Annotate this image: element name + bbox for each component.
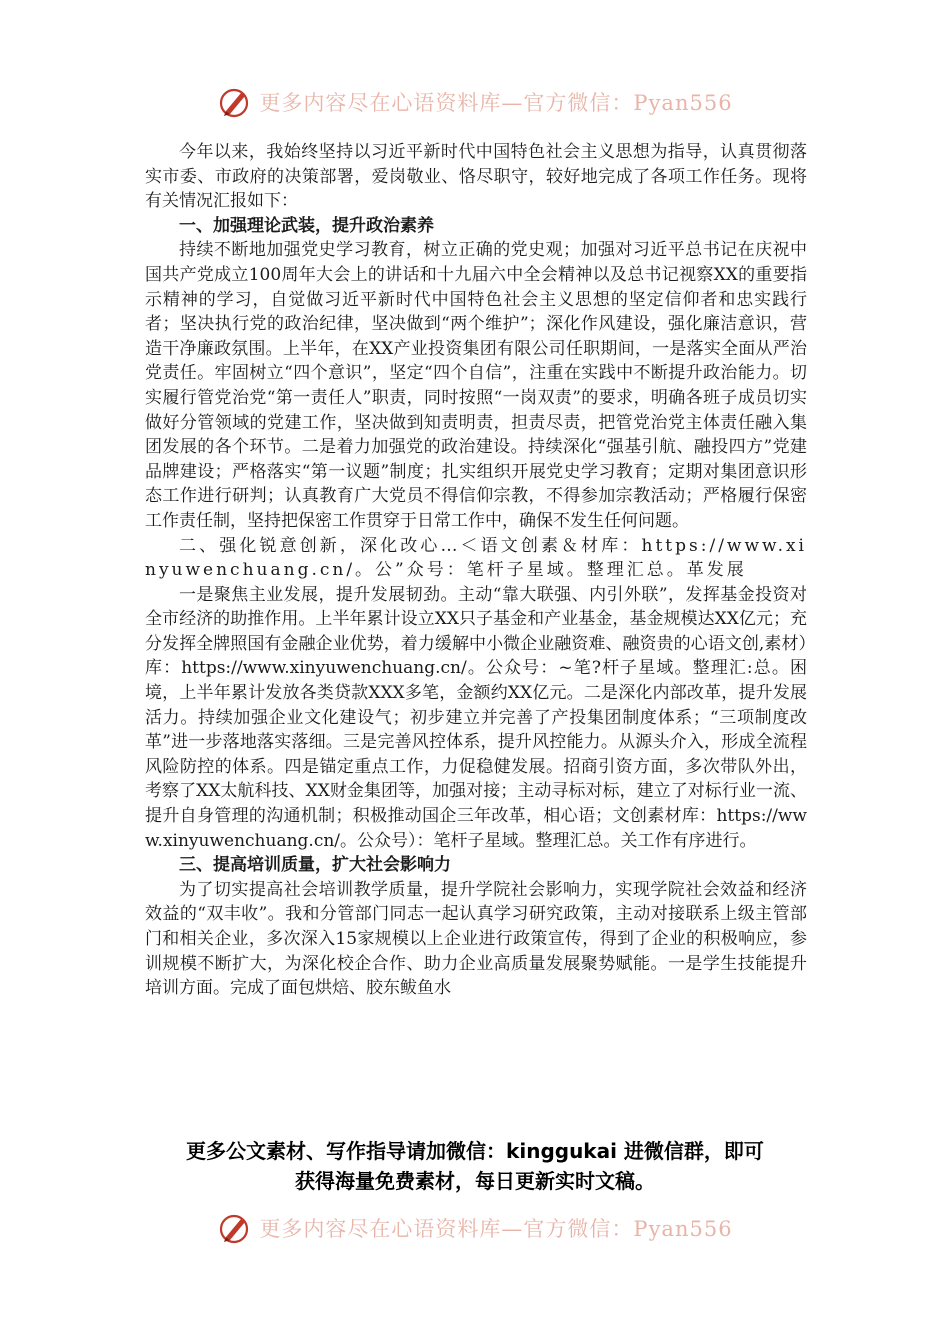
header-banner [0,82,950,122]
pen-circle-logo-icon [217,1211,251,1245]
document-body [145,140,807,1001]
header-banner-text: 更多内容尽在心语资料库—官方微信：Pyan556 [259,91,733,115]
pen-circle-logo-icon [217,85,251,119]
footer-banner-text: 更多内容尽在心语资料库—官方微信：Pyan556 [259,1217,733,1241]
section-1-paragraph: 持续不断地加强党史学习教育，树立正确的党史观；加强对习近平总书记在庆祝中国共产党成立100周年大会上的讲话和十九届六中全会精神以及总书记视察XX的重要指示精神的学习，自觉做习近平新时代中国特色社会主义思想的坚定信仰者和忠实践行者；坚决执行党的政治纪律，坚决做到“两个维护”；深化作风建设，强化廉洁意识，营造干净廉政氛围。上半年，在XX产业投资集团有限公司任职期间，一是落实全面从严治党责任。牢固树立“四个意识”，坚定“四个自信”，注重在实践中不断提升政治能力。切实履行管党治党“第一责任人”职责，同时按照“一岗双责”的要求，明确各班子成员切实做好分管领域的党建工作，坚决做到知责明责，担责尽责，把管党治党主体责任融入集团发展的各个环节。二是着力加强党的政治建设。持续深化“强基引航、融投四方”党建品牌建设；严格落实“第一议题”制度；扎实组织开展党史学习教育；定期对集团意识形态工作进行研判；认真教育广大党员不得信仰宗教，不得参加宗教活动；严格履行保密工作责任制，坚持把保密工作贯穿于日常工作中，确保不发生任何问题。 [145,240,807,531]
intro-paragraph: 今年以来，我始终坚持以习近平新时代中国特色社会主义思想为指导，认真贯彻落实市委、市政府的决策部署，爱岗敬业、恪尽职守，较好地完成了各项工作任务。现将有关情况汇报如下： [145,142,807,212]
section-3-heading: 三、提高培训质量，扩大社会影响力 [179,855,451,876]
promo-notice [0,1136,950,1196]
footer-banner [0,1208,950,1248]
promo-notice-line-1: 更多公文素材、写作指导请加微信：kinggukai 进微信群，即可 [186,1139,764,1163]
section-2-heading: 二、强化锐意创新，深化改心…＜语文创素＆材库：https://www.xinyuwenchuang.cn/。公”众号：笔杆子星域。整理汇总。革发展 [145,535,807,581]
section-3-paragraph: 为了切实提高社会培训教学质量，提升学院社会影响力，实现学院社会效益和经济效益的“双丰收”。我和分管部门同志一起认真学习研究政策，主动对接联系上级主管部门和相关企业，多次深入15家规模以上企业进行政策宣传，得到了企业的积极响应，参训规模不断扩大，为深化校企合作、助力企业高质量发展聚势赋能。一是学生技能提升培训方面。完成了面包烘焙、胶东鲅鱼水 [145,879,807,999]
promo-notice-line-2: 获得海量免费素材，每日更新实时文稿。 [295,1169,655,1193]
section-1-heading: 一、加强理论武装，提升政治素养 [179,215,434,236]
section-2-paragraph: 一是聚焦主业发展，提升发展韧劲。主动“靠大联强、内引外联”，发挥基金投资对全市经济的助推作用。上半年累计设立XX只子基金和产业基金，基金规模达XX亿元；充分发挥全牌照国有金融企业优势，着力缓解中小微企业融资难、融资贵的心语文创,素材）库：https://www.xinyuwenchuang.cn/。公众号：~笔?杆子星域。整理汇:总。困境，上半年累计发放各类贷款XXX多笔，金额约XX亿元。二是深化内部改革，提升发展活力。持续加强企业文化建设气；初步建立并完善了产投集团制度体系；“三项制度改革”进一步落地落实落细。三是完善风控体系，提升风控能力。从源头介入，形成全流程风险防控的体系。四是锚定重点工作，力促稳健发展。招商引资方面，多次带队外出，考察了XX太航科技、XX财金集团等，加强对接；主动寻标对标，建立了对标行业一流、提升自身管理的沟通机制；积极推动国企三年改革，相心语；文创素材库：https://www.xinyuwenchuang.cn/。公众号）：笔杆子星域。整理汇总。关工作有序进行。 [145,584,807,851]
